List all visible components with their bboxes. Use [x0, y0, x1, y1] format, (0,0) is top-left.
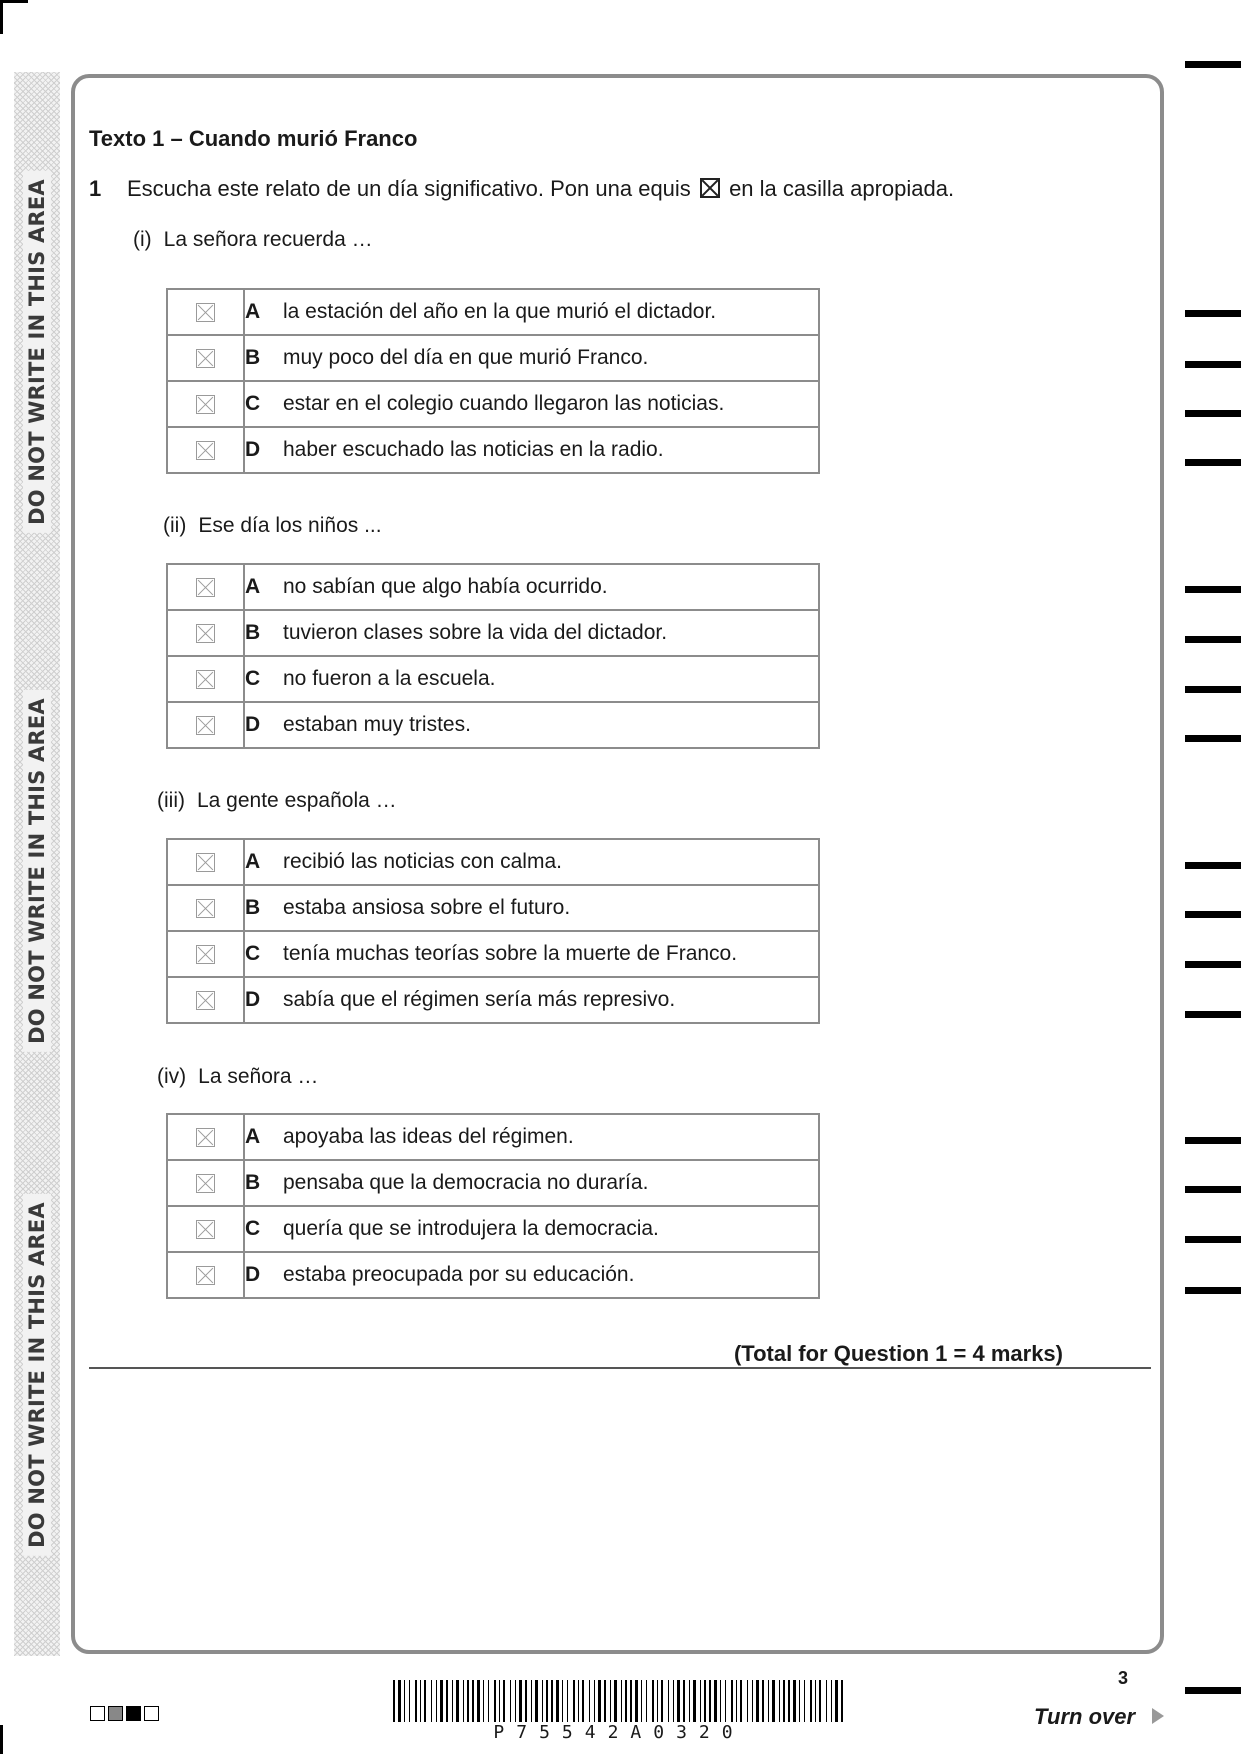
barcode-bar — [525, 1680, 527, 1722]
barcode-bar — [463, 1680, 464, 1722]
option-row[interactable]: A la estación del año en la que murió el dictador. — [167, 289, 819, 335]
barcode-bar — [398, 1680, 401, 1722]
square-icon — [126, 1706, 141, 1721]
answer-checkbox[interactable] — [196, 395, 215, 414]
timing-mark — [1185, 862, 1241, 869]
barcode-bar — [415, 1680, 417, 1722]
answer-checkbox[interactable] — [196, 1266, 215, 1285]
barcode-bar — [436, 1680, 437, 1722]
timing-mark — [1185, 310, 1241, 317]
part-stem: (iv) La señora … — [157, 1065, 319, 1088]
barcode-bar — [668, 1680, 669, 1722]
option-row[interactable]: C estar en el colegio cuando llegaron las noticias. — [167, 381, 819, 427]
timing-mark — [1185, 1236, 1241, 1243]
barcode-bar — [646, 1680, 647, 1722]
barcode-bar — [499, 1680, 500, 1722]
barcode-bar — [409, 1680, 410, 1722]
barcode-bar — [779, 1680, 780, 1722]
instruction-text: Escucha este relato de un día significativo. Pon una equis — [127, 176, 691, 201]
timing-mark — [1185, 586, 1241, 593]
crop-mark — [0, 0, 3, 34]
barcode-bar — [594, 1680, 595, 1722]
arrow-right-icon — [1152, 1708, 1164, 1724]
option-row[interactable]: C no fueron a la escuela. — [167, 656, 819, 702]
barcode-bar — [472, 1680, 474, 1722]
barcode-bar — [598, 1680, 601, 1722]
option-table — [166, 288, 820, 474]
barcode-bar — [424, 1680, 426, 1722]
square-icon — [144, 1706, 159, 1721]
option-row[interactable]: B muy poco del día en que murió Franco. — [167, 335, 819, 381]
barcode-bar — [614, 1680, 617, 1722]
part-stem: (i) La señora recuerda … — [133, 228, 373, 251]
barcode-bar — [815, 1680, 816, 1722]
answer-checkbox[interactable] — [196, 899, 215, 918]
square-icon — [108, 1706, 123, 1721]
page-indicator-squares — [90, 1706, 162, 1721]
barcode-bar — [567, 1680, 568, 1722]
timing-mark — [1185, 911, 1241, 918]
barcode-bar — [556, 1680, 559, 1722]
barcode-bar — [467, 1680, 469, 1722]
answer-checkbox[interactable] — [196, 349, 215, 368]
section-title: Texto 1 – Cuando murió Franco — [89, 126, 418, 151]
option-table — [166, 563, 820, 749]
barcode-bar — [625, 1680, 627, 1722]
part-stem: (ii) Ese día los niños ... — [163, 514, 382, 537]
option-row[interactable]: C tenía muchas teorías sobre la muerte de Franco. — [167, 931, 819, 977]
barcode-bar — [531, 1680, 532, 1722]
option-table — [166, 1113, 820, 1299]
option-row[interactable]: D sabía que el régimen sería más represivo. — [167, 977, 819, 1023]
barcode-bar — [677, 1680, 680, 1722]
option-row[interactable]: B tuvieron clases sobre la vida del dictador. — [167, 610, 819, 656]
timing-mark — [1185, 636, 1241, 643]
barcode-bar — [510, 1680, 511, 1722]
barcode-bar — [756, 1680, 759, 1722]
barcode-bar — [731, 1680, 733, 1722]
barcode-bar — [652, 1680, 654, 1722]
barcode-bar — [788, 1680, 790, 1722]
barcode-bar — [819, 1680, 821, 1722]
barcode-bar — [700, 1680, 701, 1722]
barcode-bar — [604, 1680, 606, 1722]
option-row[interactable]: B estaba ansiosa sobre el futuro. — [167, 885, 819, 931]
barcode-bar — [589, 1680, 590, 1722]
answer-checkbox[interactable] — [196, 853, 215, 872]
question-number: 1 — [89, 176, 102, 201]
timing-mark — [1185, 1011, 1241, 1018]
timing-mark — [1185, 361, 1241, 368]
part-stem: (iii) La gente española … — [157, 789, 397, 812]
answer-checkbox[interactable] — [196, 991, 215, 1010]
barcode-bar — [503, 1680, 505, 1722]
barcode-bar — [420, 1680, 421, 1722]
barcode-bar — [578, 1680, 579, 1722]
barcode-bar — [610, 1680, 611, 1722]
timing-mark — [1185, 735, 1241, 742]
answer-checkbox[interactable] — [196, 1174, 215, 1193]
answer-checkbox[interactable] — [196, 1220, 215, 1239]
barcode-bar — [841, 1680, 843, 1722]
barcode-bar — [573, 1680, 575, 1722]
turn-over-label: Turn over — [1034, 1704, 1136, 1729]
barcode-bar — [641, 1680, 642, 1722]
barcode-bar — [452, 1680, 453, 1722]
square-icon — [90, 1706, 105, 1721]
timing-mark — [1185, 410, 1241, 417]
barcode-bar — [483, 1680, 484, 1722]
barcode-bar — [635, 1680, 638, 1722]
answer-checkbox[interactable] — [196, 303, 215, 322]
barcode-bar — [446, 1680, 448, 1722]
barcode-bar — [736, 1680, 737, 1722]
timing-mark — [1185, 1687, 1241, 1694]
question-instruction — [89, 176, 954, 202]
barcode-text: P75542A0320 — [493, 1722, 745, 1743]
divider — [89, 1367, 1151, 1369]
answer-checkbox[interactable] — [196, 441, 215, 460]
barcode-bar — [804, 1680, 805, 1722]
answer-checkbox[interactable] — [196, 624, 215, 643]
barcode-bar — [519, 1680, 522, 1722]
barcode-bar — [740, 1680, 742, 1722]
timing-mark — [1185, 686, 1241, 693]
cross-box-icon — [700, 178, 720, 198]
answer-checkbox[interactable] — [196, 716, 215, 735]
barcode-bar — [772, 1680, 775, 1722]
barcode-bar — [546, 1680, 548, 1722]
barcode-bar — [793, 1680, 796, 1722]
barcode-bar — [689, 1680, 690, 1722]
barcode-bar — [704, 1680, 706, 1722]
timing-mark — [1185, 1186, 1241, 1193]
barcode-bar — [488, 1680, 489, 1722]
option-row[interactable]: A no sabían que algo había ocurrido. — [167, 564, 819, 610]
barcode-bar — [551, 1680, 553, 1722]
option-row[interactable]: D estaban muy tristes. — [167, 702, 819, 748]
page-number: 3 — [1118, 1668, 1129, 1688]
option-row[interactable]: D haber escuchado las noticias en la radio. — [167, 427, 819, 473]
barcode-bar — [630, 1680, 632, 1722]
barcode-bar — [826, 1680, 827, 1722]
barcode-bar — [562, 1680, 563, 1722]
barcode-bar — [661, 1680, 663, 1722]
option-table — [166, 838, 820, 1024]
option-row[interactable]: B pensaba que la democracia no duraría. — [167, 1160, 819, 1206]
option-row[interactable]: A apoyaba las ideas del régimen. — [167, 1114, 819, 1160]
barcode-bar — [393, 1680, 395, 1722]
barcode-bar — [725, 1680, 726, 1722]
barcode-bar — [657, 1680, 658, 1722]
instruction-text: en la casilla apropiada. — [729, 176, 955, 201]
barcode-bar — [535, 1680, 538, 1722]
option-row[interactable]: A recibió las noticias con calma. — [167, 839, 819, 885]
barcode-bar — [621, 1680, 622, 1722]
barcode-bar — [440, 1680, 443, 1722]
option-row[interactable]: C quería que se introdujera la democracia. — [167, 1206, 819, 1252]
barcode-bar — [673, 1680, 674, 1722]
barcode-bar — [582, 1680, 584, 1722]
barcode-bar — [404, 1680, 405, 1722]
barcode-icon — [393, 1680, 845, 1722]
barcode-bar — [494, 1680, 496, 1722]
barcode-bar — [747, 1680, 748, 1722]
timing-mark — [1185, 61, 1241, 68]
barcode-bar — [831, 1680, 832, 1722]
answer-checkbox[interactable] — [196, 1128, 215, 1147]
barcode-bar — [810, 1680, 812, 1722]
barcode-bar — [477, 1680, 480, 1722]
barcode-bar — [709, 1680, 711, 1722]
barcode-bar — [456, 1680, 459, 1722]
barcode-bar — [693, 1680, 696, 1722]
barcode-bar — [752, 1680, 753, 1722]
barcode-bar — [720, 1680, 721, 1722]
answer-checkbox[interactable] — [196, 670, 215, 689]
barcode-bar — [683, 1680, 685, 1722]
crop-mark — [0, 0, 28, 3]
barcode-bar — [762, 1680, 764, 1722]
timing-mark — [1185, 1137, 1241, 1144]
total-marks: (Total for Question 1 = 4 marks) — [733, 1341, 1063, 1366]
barcode-bar — [835, 1680, 838, 1722]
barcode-bar — [515, 1680, 516, 1722]
barcode-bar — [768, 1680, 769, 1722]
barcode-bar — [783, 1680, 785, 1722]
answer-checkbox[interactable] — [196, 945, 215, 964]
barcode-bar — [431, 1680, 432, 1722]
crop-mark — [0, 1725, 3, 1754]
timing-mark — [1185, 961, 1241, 968]
timing-mark — [1185, 459, 1241, 466]
barcode-bar — [714, 1680, 717, 1722]
barcode-bar — [542, 1680, 543, 1722]
timing-mark — [1185, 1287, 1241, 1294]
barcode-bar — [799, 1680, 800, 1722]
option-row[interactable]: D estaba preocupada por su educación. — [167, 1252, 819, 1298]
answer-checkbox[interactable] — [196, 578, 215, 597]
